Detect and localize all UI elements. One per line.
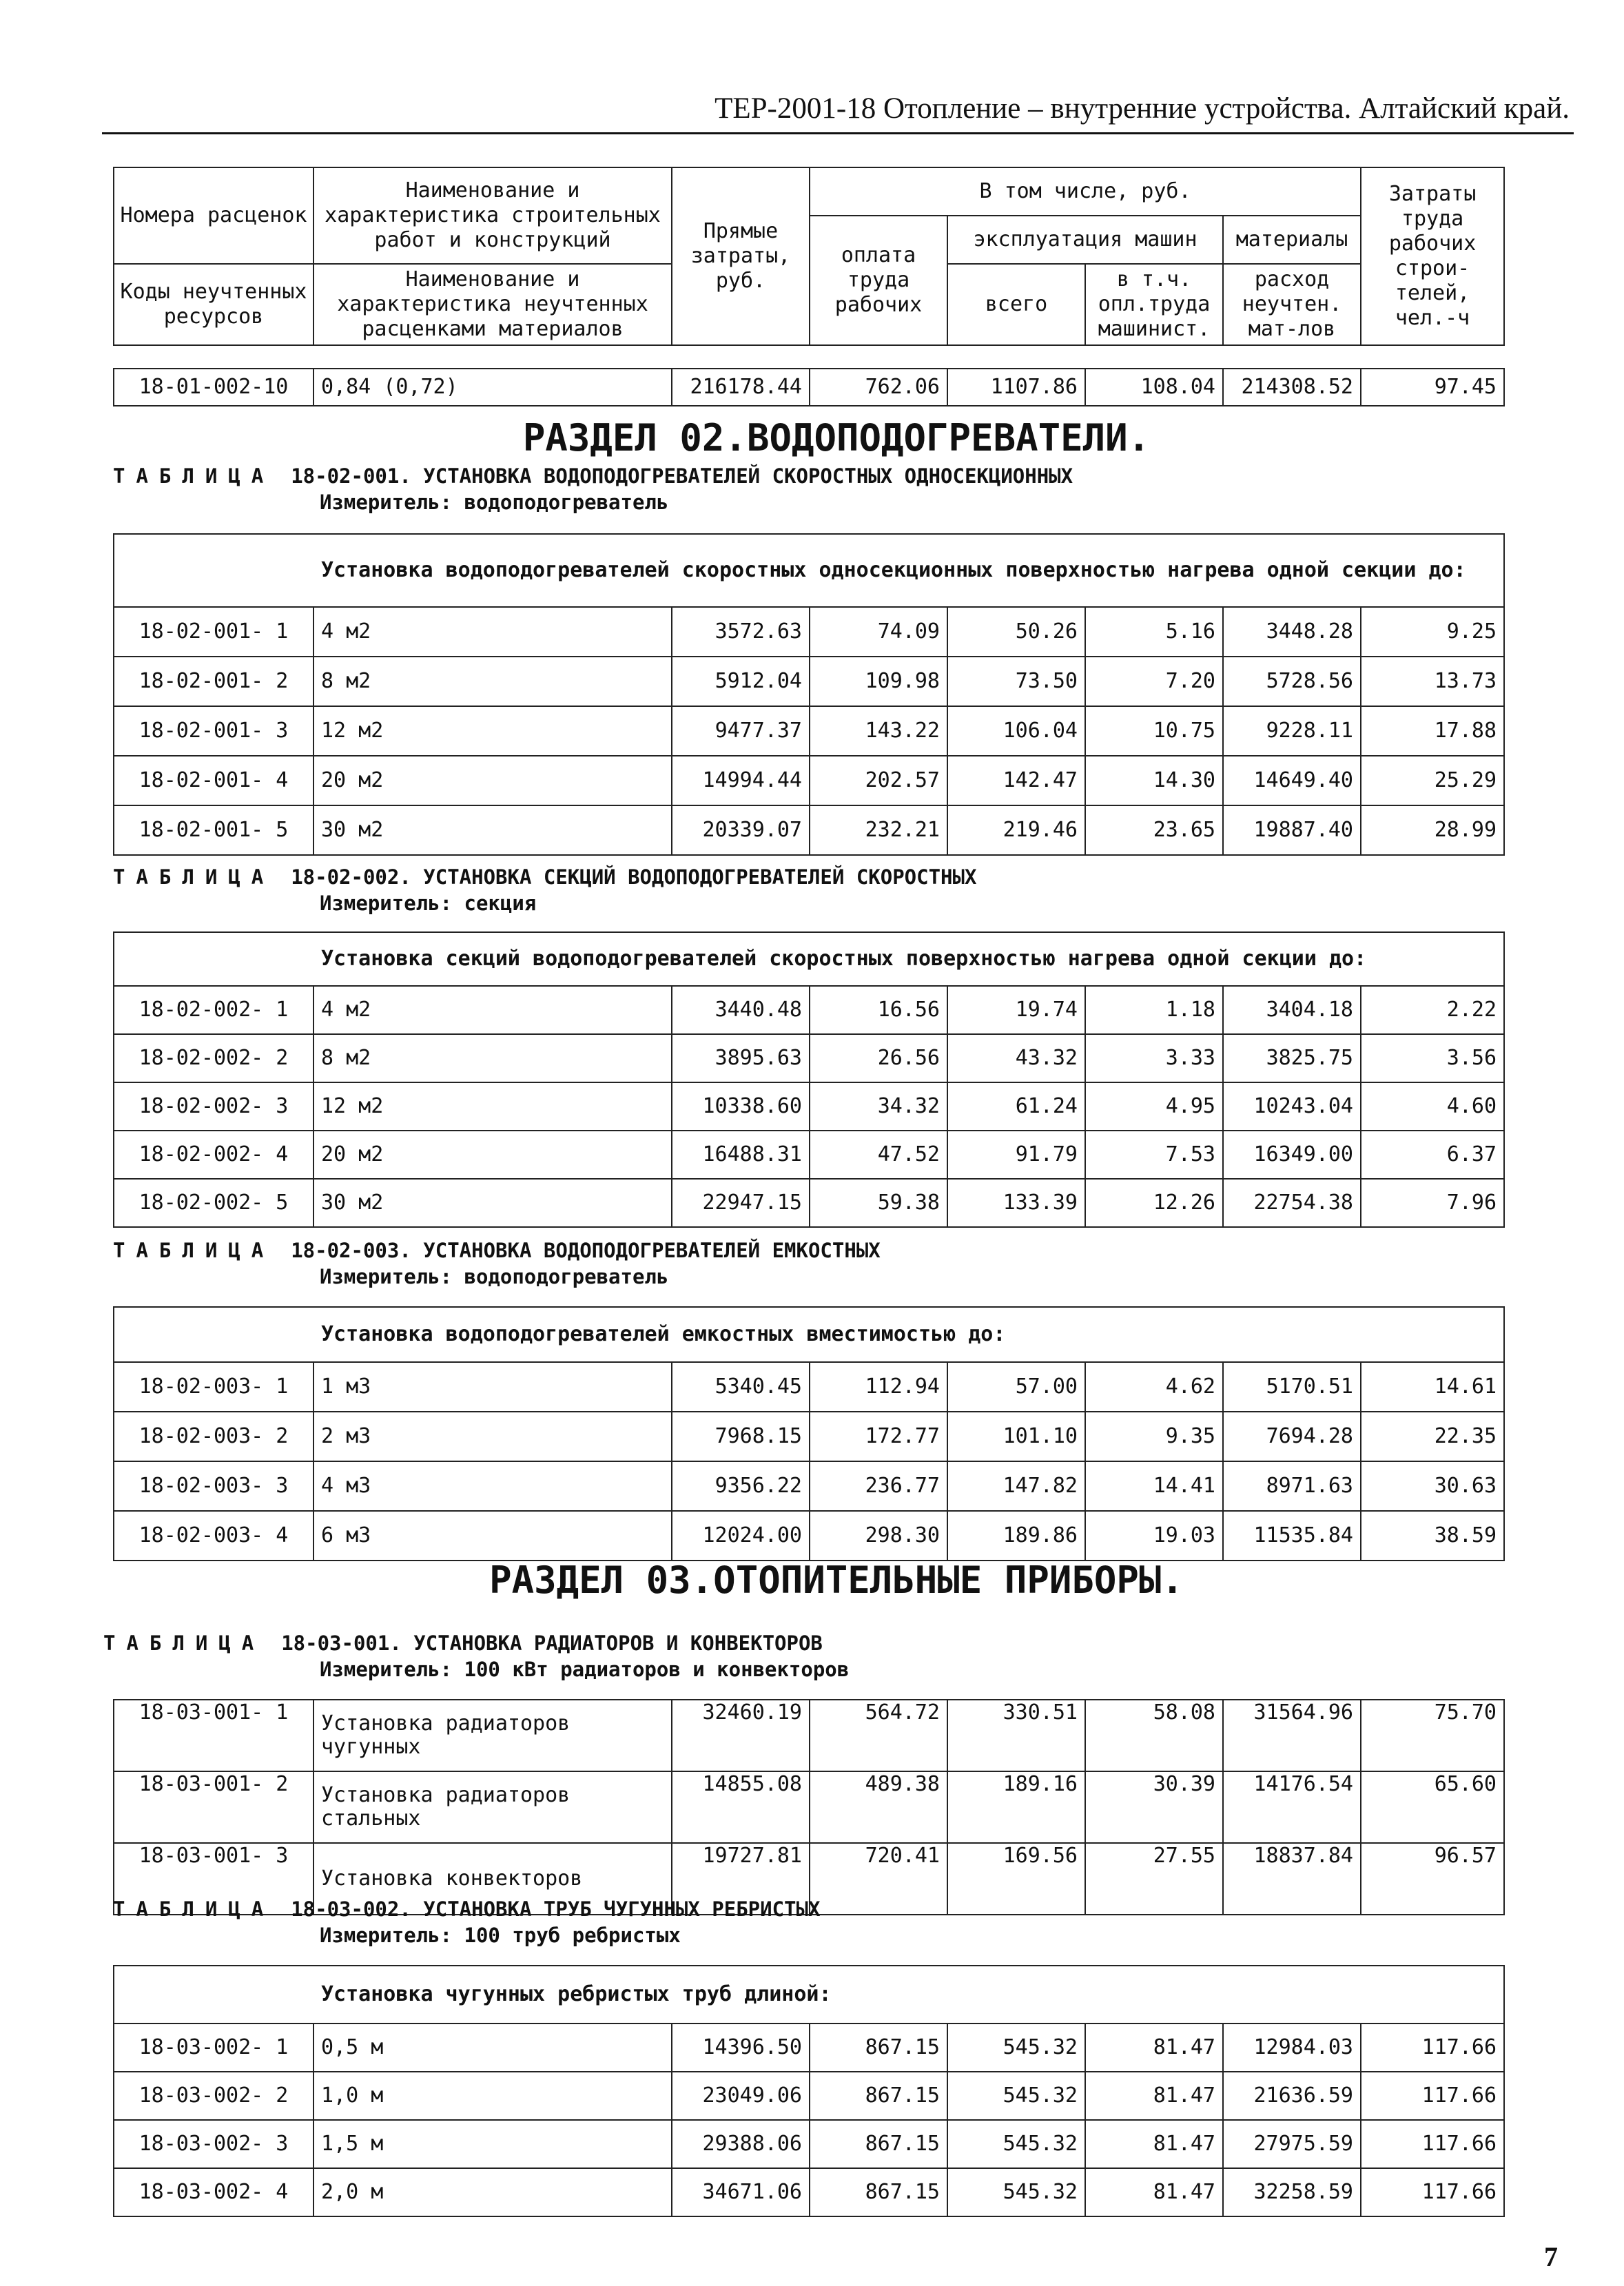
table-label: ТАБЛИЦА (113, 1239, 275, 1262)
row-labor: 9.25 (1361, 607, 1504, 657)
row-machines-wage: 23.65 (1085, 805, 1223, 855)
row-labor: 13.73 (1361, 657, 1504, 706)
row-code: 18-02-002- 1 (114, 986, 314, 1034)
row-name: 6 м3 (314, 1511, 672, 1561)
row-direct: 29388.06 (672, 2120, 810, 2168)
row-machines: 73.50 (947, 657, 1085, 706)
table-18-03-001 (113, 1699, 1505, 1915)
row-machines-wage: 81.47 (1085, 2024, 1223, 2072)
table-row (114, 657, 1504, 706)
row-machines-wage: 1.18 (1085, 986, 1223, 1034)
table-row (114, 1082, 1504, 1131)
table-label: ТАБЛИЦА (113, 865, 275, 889)
row-labor: 2.22 (1361, 986, 1504, 1034)
section-02-heading: РАЗДЕЛ 02.ВОДОПОДОГРЕВАТЕЛИ. (522, 416, 1151, 460)
row-machines: 545.32 (947, 2168, 1085, 2216)
row-materials: 21636.59 (1223, 2072, 1361, 2120)
row-code: 18-02-001- 2 (114, 657, 314, 706)
row-name: 12 м2 (314, 1082, 672, 1131)
row-labor: 28.99 (1361, 805, 1504, 855)
row-direct: 20339.07 (672, 805, 810, 855)
row-machines: 57.00 (947, 1362, 1085, 1412)
row-machines-wage: 58.08 (1085, 1700, 1223, 1771)
section-03-heading: РАЗДЕЛ 03.ОТОПИТЕЛЬНЫЕ ПРИБОРЫ. (489, 1558, 1184, 1602)
row-wage: 489.38 (810, 1771, 947, 1843)
row-direct: 5340.45 (672, 1362, 810, 1412)
row-wage: 143.22 (810, 706, 947, 756)
row-wage: 109.98 (810, 657, 947, 706)
row-labor: 117.66 (1361, 2024, 1504, 2072)
hdr-incl: В том числе, руб. (810, 167, 1361, 216)
row-wage: 34.32 (810, 1082, 947, 1131)
hdr-bottom-name: Наименование и характеристика неучтенных расценками материалов (314, 264, 672, 345)
row-wage: 236.77 (810, 1461, 947, 1511)
table-unit: Измеритель: водоподогреватель (320, 491, 669, 514)
row-machines: 545.32 (947, 2120, 1085, 2168)
row-code: 18-02-003- 3 (114, 1461, 314, 1511)
row-name: 0,5 м (314, 2024, 672, 2072)
row-code: 18-02-002- 2 (114, 1034, 314, 1082)
row-name: 20 м2 (314, 756, 672, 805)
row-machines-wage: 12.26 (1085, 1179, 1223, 1227)
row-wage: 232.21 (810, 805, 947, 855)
row-wage: 26.56 (810, 1034, 947, 1082)
hdr-direct: Прямые затраты, руб. (672, 167, 810, 345)
row-code: 18-03-001- 2 (114, 1771, 314, 1843)
hdr-wage: оплата труда рабочих (810, 216, 947, 345)
row-direct: 14855.08 (672, 1771, 810, 1843)
hdr-labor: Затраты труда рабочих строи-телей, чел.-ч (1361, 167, 1504, 345)
row-materials: 16349.00 (1223, 1131, 1361, 1179)
table-row (114, 2168, 1504, 2216)
row-machines: 43.32 (947, 1034, 1085, 1082)
table-row (114, 986, 1504, 1034)
row-name: 0,84 (0,72) (314, 369, 672, 406)
row-direct: 19727.81 (672, 1843, 810, 1915)
row-materials: 14649.40 (1223, 756, 1361, 805)
table-row (114, 1700, 1504, 1771)
row-name: Установка конвекторов (314, 1843, 672, 1915)
row-labor: 96.57 (1361, 1843, 1504, 1915)
row-machines: 101.10 (947, 1412, 1085, 1461)
row-machines-wage: 19.03 (1085, 1511, 1223, 1561)
table-row (114, 369, 1504, 406)
row-materials: 19887.40 (1223, 805, 1361, 855)
row-code: 18-02-001- 5 (114, 805, 314, 855)
row-code: 18-02-003- 1 (114, 1362, 314, 1412)
row-code: 18-02-002- 4 (114, 1131, 314, 1179)
row-labor: 17.88 (1361, 706, 1504, 756)
table-caption: Установка секций водоподогревателей скоростных поверхностью нагрева одной секции до: (114, 932, 1504, 986)
row-materials: 27975.59 (1223, 2120, 1361, 2168)
table-title-text: 18-02-003. УСТАНОВКА ВОДОПОДОГРЕВАТЕЛЕЙ ЕМКОСТНЫХ (291, 1239, 881, 1262)
row-materials: 12984.03 (1223, 2024, 1361, 2072)
row-wage: 720.41 (810, 1843, 947, 1915)
top-row-table (113, 368, 1505, 406)
row-machines: 91.79 (947, 1131, 1085, 1179)
row-machines: 189.86 (947, 1511, 1085, 1561)
row-materials: 14176.54 (1223, 1771, 1361, 1843)
table-title (113, 1896, 820, 1922)
table-18-02-003 (113, 1306, 1505, 1561)
row-wage: 59.38 (810, 1179, 947, 1227)
row-name: 20 м2 (314, 1131, 672, 1179)
table-unit: Измеритель: 100 труб ребристых (320, 1924, 681, 1947)
row-materials: 7694.28 (1223, 1412, 1361, 1461)
table-label: ТАБЛИЦА (113, 464, 275, 488)
row-machines-wage: 108.04 (1085, 369, 1223, 406)
row-name: 2,0 м (314, 2168, 672, 2216)
row-direct: 22947.15 (672, 1179, 810, 1227)
hdr-materials: материалы (1223, 216, 1361, 264)
row-direct: 3440.48 (672, 986, 810, 1034)
row-name: 12 м2 (314, 706, 672, 756)
row-machines-wage: 14.41 (1085, 1461, 1223, 1511)
row-labor: 30.63 (1361, 1461, 1504, 1511)
row-code: 18-02-002- 3 (114, 1082, 314, 1131)
running-header: ТЕР-2001-18 Отопление – внутренние устройства. Алтайский край. (715, 92, 1570, 125)
row-machines-wage: 10.75 (1085, 706, 1223, 756)
row-machines-wage: 81.47 (1085, 2072, 1223, 2120)
table-row (114, 1771, 1504, 1843)
row-machines-wage: 14.30 (1085, 756, 1223, 805)
table-title (113, 1237, 881, 1264)
hdr-machines-wage: в т.ч. опл.труда машинист. (1085, 264, 1223, 345)
row-direct: 9356.22 (672, 1461, 810, 1511)
table-title-text: 18-03-001. УСТАНОВКА РАДИАТОРОВ И КОНВЕКТОРОВ (281, 1631, 823, 1655)
row-machines-wage: 4.95 (1085, 1082, 1223, 1131)
row-wage: 112.94 (810, 1362, 947, 1412)
row-code: 18-03-001- 3 (114, 1843, 314, 1915)
row-materials: 9228.11 (1223, 706, 1361, 756)
row-machines-wage: 27.55 (1085, 1843, 1223, 1915)
row-labor: 25.29 (1361, 756, 1504, 805)
row-labor: 14.61 (1361, 1362, 1504, 1412)
table-caption: Установка чугунных ребристых труб длиной: (114, 1966, 1504, 2024)
row-name: 4 м2 (314, 986, 672, 1034)
row-materials: 3404.18 (1223, 986, 1361, 1034)
row-materials: 5728.56 (1223, 657, 1361, 706)
row-materials: 31564.96 (1223, 1700, 1361, 1771)
row-direct: 14396.50 (672, 2024, 810, 2072)
row-wage: 867.15 (810, 2024, 947, 2072)
table-title-text: 18-02-001. УСТАНОВКА ВОДОПОДОГРЕВАТЕЛЕЙ СКОРОСТНЫХ ОДНОСЕКЦИОННЫХ (291, 464, 1073, 488)
row-labor: 97.45 (1361, 369, 1504, 406)
table-caption: Установка водоподогревателей скоростных односекционных поверхностью нагрева одной секции до: (114, 534, 1504, 607)
row-direct: 23049.06 (672, 2072, 810, 2120)
table-row (114, 2024, 1504, 2072)
table-row (114, 1412, 1504, 1461)
row-name: 30 м2 (314, 1179, 672, 1227)
row-labor: 3.56 (1361, 1034, 1504, 1082)
table-unit: Измеритель: 100 кВт радиаторов и конвекторов (320, 1658, 850, 1681)
row-code: 18-02-002- 5 (114, 1179, 314, 1227)
table-row (114, 1034, 1504, 1082)
row-direct: 14994.44 (672, 756, 810, 805)
column-header-table (113, 167, 1505, 346)
header-rule (102, 132, 1574, 134)
table-row (114, 1461, 1504, 1511)
row-wage: 16.56 (810, 986, 947, 1034)
row-direct: 10338.60 (672, 1082, 810, 1131)
row-labor: 117.66 (1361, 2168, 1504, 2216)
row-materials: 5170.51 (1223, 1362, 1361, 1412)
row-machines-wage: 30.39 (1085, 1771, 1223, 1843)
row-machines: 61.24 (947, 1082, 1085, 1131)
row-machines-wage: 7.53 (1085, 1131, 1223, 1179)
row-machines: 147.82 (947, 1461, 1085, 1511)
table-row (114, 2072, 1504, 2120)
row-machines: 169.56 (947, 1843, 1085, 1915)
row-name: 4 м3 (314, 1461, 672, 1511)
row-code: 18-02-003- 2 (114, 1412, 314, 1461)
table-title-text: 18-02-002. УСТАНОВКА СЕКЦИЙ ВОДОПОДОГРЕВАТЕЛЕЙ СКОРОСТНЫХ (291, 865, 977, 889)
row-code: 18-03-002- 3 (114, 2120, 314, 2168)
row-direct: 34671.06 (672, 2168, 810, 2216)
row-direct: 3895.63 (672, 1034, 810, 1082)
row-materials: 10243.04 (1223, 1082, 1361, 1131)
hdr-materials-sub: расход неучтен. мат-лов (1223, 264, 1361, 345)
row-machines-wage: 3.33 (1085, 1034, 1223, 1082)
row-direct: 5912.04 (672, 657, 810, 706)
table-caption: Установка водоподогревателей емкостных вместимостью до: (114, 1307, 1504, 1362)
row-machines: 1107.86 (947, 369, 1085, 406)
hdr-bottom-codes: Коды неучтенных ресурсов (114, 264, 314, 345)
row-name: Установка радиаторов стальных (314, 1771, 672, 1843)
table-row (114, 1362, 1504, 1412)
table-row (114, 1179, 1504, 1227)
row-name: Установка радиаторов чугунных (314, 1700, 672, 1771)
table-title (113, 463, 1073, 489)
row-machines: 545.32 (947, 2072, 1085, 2120)
row-machines: 19.74 (947, 986, 1085, 1034)
row-direct: 12024.00 (672, 1511, 810, 1561)
row-machines-wage: 5.16 (1085, 607, 1223, 657)
row-direct: 16488.31 (672, 1131, 810, 1179)
row-direct: 7968.15 (672, 1412, 810, 1461)
row-wage: 172.77 (810, 1412, 947, 1461)
row-machines-wage: 9.35 (1085, 1412, 1223, 1461)
row-wage: 762.06 (810, 369, 947, 406)
row-wage: 867.15 (810, 2168, 947, 2216)
row-name: 2 м3 (314, 1412, 672, 1461)
table-row (114, 756, 1504, 805)
row-labor: 4.60 (1361, 1082, 1504, 1131)
row-wage: 47.52 (810, 1131, 947, 1179)
row-labor: 6.37 (1361, 1131, 1504, 1179)
row-name: 1 м3 (314, 1362, 672, 1412)
row-direct: 3572.63 (672, 607, 810, 657)
row-machines: 219.46 (947, 805, 1085, 855)
row-wage: 564.72 (810, 1700, 947, 1771)
row-labor: 117.66 (1361, 2120, 1504, 2168)
row-machines: 142.47 (947, 756, 1085, 805)
row-machines: 330.51 (947, 1700, 1085, 1771)
row-code: 18-02-003- 4 (114, 1511, 314, 1561)
row-name: 8 м2 (314, 657, 672, 706)
row-wage: 298.30 (810, 1511, 947, 1561)
table-label: ТАБЛИЦА (103, 1631, 265, 1655)
row-materials: 3825.75 (1223, 1034, 1361, 1082)
row-wage: 867.15 (810, 2072, 947, 2120)
row-machines-wage: 81.47 (1085, 2168, 1223, 2216)
page-number: 7 (1544, 2241, 1558, 2272)
row-name: 8 м2 (314, 1034, 672, 1082)
row-direct: 32460.19 (672, 1700, 810, 1771)
table-row (114, 805, 1504, 855)
row-labor: 117.66 (1361, 2072, 1504, 2120)
table-unit: Измеритель: водоподогреватель (320, 1265, 669, 1288)
row-name: 1,5 м (314, 2120, 672, 2168)
hdr-name: Наименование и характеристика строительных работ и конструкций (314, 167, 672, 264)
row-materials: 3448.28 (1223, 607, 1361, 657)
row-materials: 8971.63 (1223, 1461, 1361, 1511)
row-labor: 7.96 (1361, 1179, 1504, 1227)
table-row (114, 1511, 1504, 1561)
row-materials: 22754.38 (1223, 1179, 1361, 1227)
table-row (114, 2120, 1504, 2168)
row-machines: 50.26 (947, 607, 1085, 657)
row-wage: 74.09 (810, 607, 947, 657)
row-code: 18-03-002- 2 (114, 2072, 314, 2120)
row-code: 18-03-002- 1 (114, 2024, 314, 2072)
row-code: 18-02-001- 3 (114, 706, 314, 756)
table-unit: Измеритель: секция (320, 892, 537, 915)
row-wage: 867.15 (810, 2120, 947, 2168)
row-code: 18-03-001- 1 (114, 1700, 314, 1771)
row-name: 4 м2 (314, 607, 672, 657)
row-machines-wage: 7.20 (1085, 657, 1223, 706)
row-labor: 38.59 (1361, 1511, 1504, 1561)
row-materials: 214308.52 (1223, 369, 1361, 406)
table-title-text: 18-03-002. УСТАНОВКА ТРУБ ЧУГУННЫХ РЕБРИСТЫХ (291, 1897, 821, 1921)
row-labor: 65.60 (1361, 1771, 1504, 1843)
row-machines-wage: 81.47 (1085, 2120, 1223, 2168)
row-machines-wage: 4.62 (1085, 1362, 1223, 1412)
table-row (114, 706, 1504, 756)
row-machines: 106.04 (947, 706, 1085, 756)
table-18-03-002 (113, 1965, 1505, 2217)
hdr-machines-total: всего (947, 264, 1085, 345)
row-code: 18-02-001- 4 (114, 756, 314, 805)
row-labor: 22.35 (1361, 1412, 1504, 1461)
row-machines: 545.32 (947, 2024, 1085, 2072)
table-label: ТАБЛИЦА (113, 1897, 275, 1921)
row-direct: 9477.37 (672, 706, 810, 756)
table-18-02-002 (113, 931, 1505, 1228)
table-18-02-001 (113, 533, 1505, 856)
table-title (103, 1630, 823, 1656)
row-wage: 202.57 (810, 756, 947, 805)
row-code: 18-03-002- 4 (114, 2168, 314, 2216)
table-title (113, 864, 976, 890)
row-machines: 133.39 (947, 1179, 1085, 1227)
hdr-machines: эксплуатация машин (947, 216, 1223, 264)
table-row (114, 1131, 1504, 1179)
row-name: 1,0 м (314, 2072, 672, 2120)
row-code: 18-01-002-10 (114, 369, 314, 406)
row-code: 18-02-001- 1 (114, 607, 314, 657)
row-materials: 32258.59 (1223, 2168, 1361, 2216)
row-direct: 216178.44 (672, 369, 810, 406)
row-materials: 11535.84 (1223, 1511, 1361, 1561)
row-materials: 18837.84 (1223, 1843, 1361, 1915)
row-labor: 75.70 (1361, 1700, 1504, 1771)
hdr-codes: Номера расценок (114, 167, 314, 264)
row-machines: 189.16 (947, 1771, 1085, 1843)
table-row (114, 607, 1504, 657)
row-name: 30 м2 (314, 805, 672, 855)
